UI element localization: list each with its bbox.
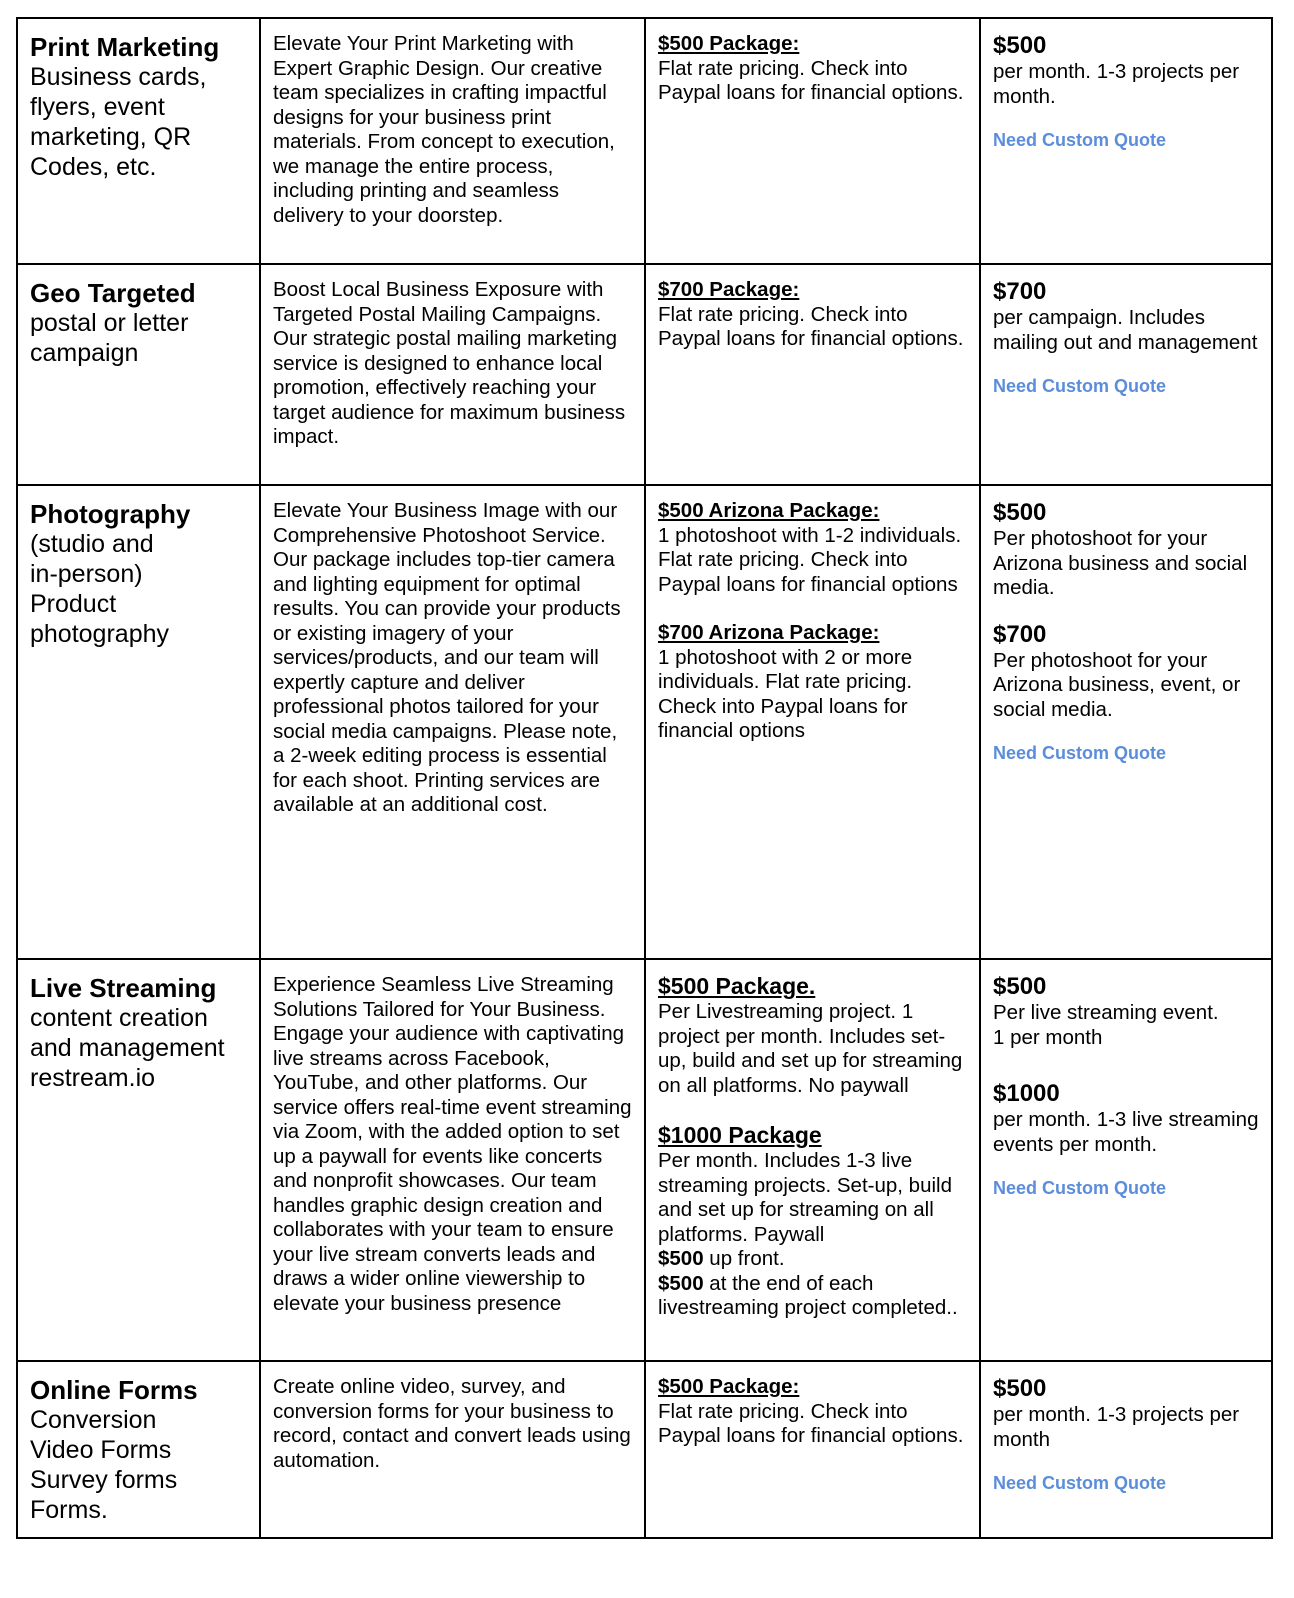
package-text: 1 photoshoot with 2 or more individuals. Flat rate pricing. Check into Paypal loans for financial options (658, 645, 913, 742)
price-text: per campaign. Includes mailing out and management (993, 306, 1258, 354)
payment-amount: $500 (658, 1247, 704, 1270)
service-description: Elevate Your Business Image with our Comprehensive Photoshoot Service. Our package includes top-tier camera and lighting equipment for optimal results. You can provide your products or existing imagery of your services/products, and our team will expertly capture and deliver professional photos tailored for your social media campaigns. Please note, a 2-week editing process is essential for each shoot. Printing services are available at an additional cost. (273, 499, 621, 816)
service-title: Online Forms (30, 1375, 198, 1405)
package-cell (645, 485, 980, 959)
table-row (17, 18, 1272, 264)
service-description: Boost Local Business Exposure with Targeted Postal Mailing Campaigns. Our strategic postal mailing marketing service is designed to enhance local promotion, effectively reaching your target audience for maximum business impact. (273, 278, 626, 448)
package-cell (645, 1361, 980, 1538)
package-text: Flat rate pricing. Check into Paypal loans for financial options. (658, 1399, 964, 1447)
payment-line (658, 1247, 967, 1272)
price-block (993, 1375, 1259, 1452)
price-text: per month. 1-3 live streaming events per month. (993, 1108, 1259, 1156)
package-block (658, 1122, 967, 1321)
price-cell (980, 264, 1272, 485)
price-block (993, 1080, 1259, 1157)
price-block (993, 973, 1259, 1050)
package-title: $500 Package: (658, 32, 800, 55)
price-text: per month. 1-3 projects per month (993, 1403, 1240, 1451)
package-text: 1 photoshoot with 1-2 individuals. Flat rate pricing. Check into Paypal loans for financial options (658, 523, 962, 596)
pricing-table (16, 17, 1273, 1539)
service-cell (17, 959, 260, 1361)
package-text: Flat rate pricing. Check into Paypal loans for financial options. (658, 56, 964, 104)
price-amount: $500 (993, 32, 1047, 59)
service-subtitle: (studio and in-person) Product photography (30, 530, 170, 648)
package-block (658, 278, 967, 352)
price-amount: $500 (993, 973, 1047, 1000)
price-amount: $700 (993, 620, 1047, 648)
package-block (658, 621, 967, 744)
package-title: $700 Package: (658, 278, 800, 301)
price-text: per month. 1-3 projects per month. (993, 60, 1240, 108)
price-amount: $500 (993, 499, 1047, 526)
package-cell (645, 264, 980, 485)
service-title: Live Streaming (30, 973, 217, 1003)
payment-text: at the end of each livestreaming project completed.. (658, 1271, 958, 1319)
service-cell (17, 485, 260, 959)
package-title: $500 Package: (658, 1375, 800, 1398)
payment-line (658, 1272, 967, 1321)
service-subtitle: Conversion Video Forms Survey forms Forms. (30, 1406, 178, 1524)
price-cell (980, 18, 1272, 264)
package-block (658, 32, 967, 106)
price-block (993, 499, 1259, 601)
payment-amount: $500 (658, 1271, 704, 1295)
service-subtitle: Business cards, flyers, event marketing, QR Codes, etc. (30, 63, 207, 181)
package-title: $500 Package. (658, 973, 816, 999)
price-block (993, 278, 1259, 355)
price-amount: $500 (993, 1375, 1047, 1402)
price-text: Per photoshoot for your Arizona business and social media. (993, 527, 1248, 599)
description-cell (260, 264, 645, 485)
table-row (17, 485, 1272, 959)
package-text: Flat rate pricing. Check into Paypal loans for financial options. (658, 302, 964, 350)
price-cell (980, 959, 1272, 1361)
description-cell (260, 1361, 645, 1538)
price-cell (980, 485, 1272, 959)
payment-text: up front. (703, 1247, 785, 1270)
package-text: Per month. Includes 1-3 live streaming projects. Set-up, build and set up for streaming on all platforms. Paywall (658, 1149, 952, 1246)
package-cell (645, 959, 980, 1361)
description-cell (260, 18, 645, 264)
table-row (17, 264, 1272, 485)
custom-quote-link[interactable]: Need Custom Quote (993, 1473, 1167, 1493)
price-amount: $700 (993, 278, 1047, 305)
table-row (17, 1361, 1272, 1538)
price-text: Per photoshoot for your Arizona business, event, or social media. (993, 648, 1241, 721)
service-title: Print Marketing (30, 32, 220, 62)
package-block (658, 973, 967, 1098)
custom-quote-link[interactable]: Need Custom Quote (993, 376, 1167, 396)
package-title: $700 Arizona Package: (658, 621, 880, 644)
custom-quote-link[interactable]: Need Custom Quote (993, 1178, 1167, 1198)
price-block (993, 621, 1259, 723)
price-text: Per live streaming event. 1 per month (993, 1001, 1219, 1049)
price-cell (980, 1361, 1272, 1538)
service-description: Experience Seamless Live Streaming Solutions Tailored for Your Business. Engage your audience with captivating live streams across Facebook, YouTube, and other platforms. Our service offers real-time event streaming via Zoom, with the added option to set up a paywall for events like concerts and nonprofit showcases. Our team handles graphic design creation and collaborates with your team to ensure your live stream converts leads and draws a wider online viewership to elevate your business presence (273, 973, 632, 1315)
package-block (658, 499, 967, 597)
service-cell (17, 264, 260, 485)
service-cell (17, 1361, 260, 1538)
price-block (993, 32, 1259, 109)
service-title: Photography (30, 499, 191, 529)
service-description: Elevate Your Print Marketing with Expert Graphic Design. Our creative team specializes in crafting impactful designs for your business print materials. From concept to execution, we manage the entire process, including printing and seamless delivery to your doorstep. (273, 32, 615, 227)
service-title: Geo Targeted (30, 278, 196, 308)
service-subtitle: postal or letter campaign (30, 309, 189, 367)
package-block (658, 1375, 967, 1449)
service-subtitle: content creation and management restream.io (30, 1004, 225, 1092)
price-amount: $1000 (993, 1080, 1060, 1107)
custom-quote-link[interactable]: Need Custom Quote (993, 743, 1167, 763)
custom-quote-link[interactable]: Need Custom Quote (993, 130, 1167, 150)
package-cell (645, 18, 980, 264)
package-title: $500 Arizona Package: (658, 499, 880, 522)
service-description: Create online video, survey, and conversion forms for your business to record, contact and convert leads using automation. (273, 1375, 631, 1472)
package-text: Per Livestreaming project. 1 project per month. Includes set-up, build and set up for streaming on all platforms. No paywall (658, 1000, 963, 1097)
package-title: $1000 Package (658, 1122, 822, 1148)
description-cell (260, 959, 645, 1361)
table-row (17, 959, 1272, 1361)
service-cell (17, 18, 260, 264)
description-cell (260, 485, 645, 959)
